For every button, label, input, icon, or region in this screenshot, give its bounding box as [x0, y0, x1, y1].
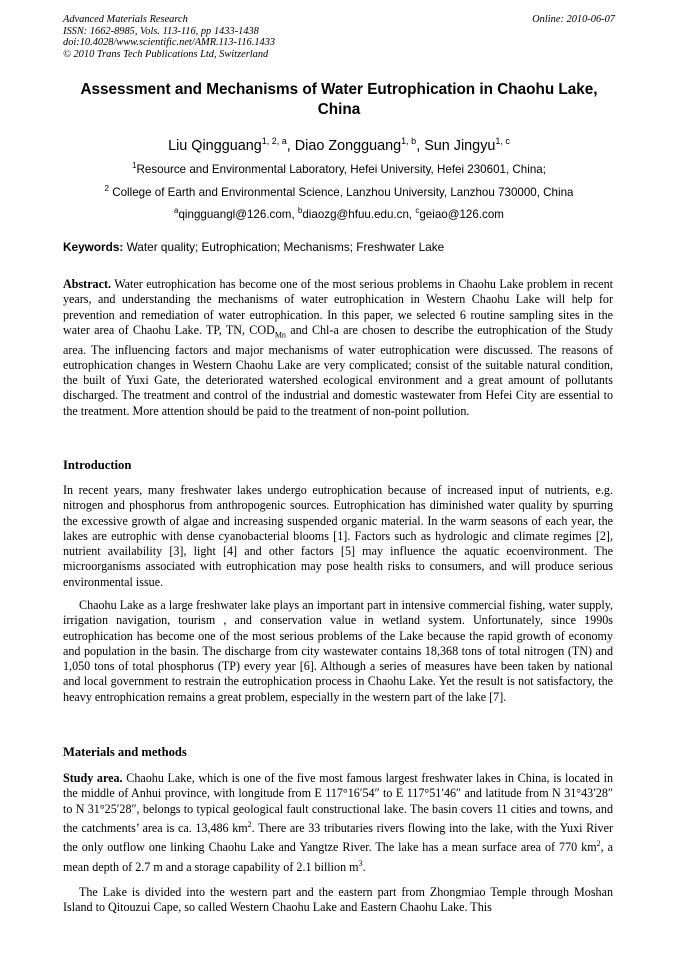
affiliation-1: $^1$Resource and Environmental Laboratory, Hefei University, Hefei 230601, China; — [132, 161, 546, 176]
methods-paragraph-2: The Lake is divided into the western part and the eastern part from Zhongmiao Temple through Moshan Island to Qitouzui Cape, so called Western Chaohu Lake and Eastern Chaohu Lake. This — [63, 885, 613, 915]
intro-paragraph-1: In recent years, many freshwater lakes undergo eutrophication because of increased input of nutrients, e.g. nitrogen and phosphorus from anthropogenic sources. Eutrophication has diminished water quality by spurring the excessive growth of algae and increasing suspended organic material. In the warm seasons of each year, the lakes are eutrophic with dense cyanobacterial blooms [1]. Factors such as hydrologic and climate regimes [2], nutrient availability [3], light [4] and other factors [5] may influence the aquatic ecoenvironment. The microorganisms associated with eutrophication may pose health risks to consumers, and will produce serious environmental issue. — [63, 483, 613, 589]
email-list: $^a$qingguangl@126.com, $^b$diaozg@hfuu.edu.cn, $^c$geiao@126.com — [174, 206, 504, 221]
study-area-text: Chaohu Lake, which is one of the five most famous largest freshwater lakes in China, is located in the middle of Anhui province, with longitude from E 117°16′54″ to E 117°51′46″ and latitude from N 31°43′28″ to N 31°25′28″, belongs to typical geological fault constructional lake. The basin covers 11 cities and towns, and the catchments’ area is ca. 13,486 $km^2$. There are 33 tributaries rivers flowing into the lake, with the Yuxi River the only outflow one linking Chaohu Lake and Yangtze River. The lake has a mean surface area of 770 $km^2$, a mean depth of 2.7 m and a storage capability of 2.1 billion $m^3$. — [63, 771, 614, 874]
abstract-text: Water eutrophication has become one of the most serious problems in Chaohu Lake problem in recent years, and understanding the mechanisms of water eutrophication in Western Chaohu Lake will help for prevention and remediation of water eutrophication. In this paper, we selected 6 routine sampling sites in the water area of Chaohu Lake. TP, TN, $COD_{Mn}$ and Chl-a are chosen to describe the eutrophication of the Study area. The influencing factors and major mechanisms of water eutrophication were discussed. The reasons of eutrophication changes in Western Chaohu Lake are very complicated; consist of the suitable natural condition, the built of Yuxi Gate, the deteriorated watershed ecological environment and a great amount of pollutants discharged. The treatment and control of the industrial and domestic wastewater from Hefei City are essential to the treatment. More attention should be paid to the treatment of non-point pollution. — [63, 277, 613, 418]
paper-title: Assessment and Mechanisms of Water Eutrophication in Chaohu Lake, China — [80, 81, 598, 118]
author: Liu Qingguang$^{1, 2, a}$, — [168, 136, 295, 154]
study-area-label: Study area. — [63, 771, 123, 785]
author-list — [0, 136, 678, 154]
keywords-label: Keywords: — [63, 240, 124, 254]
keywords-text: Water quality; Eutrophication; Mechanisms; Freshwater Lake — [126, 240, 445, 254]
abstract-label: Abstract. — [63, 277, 112, 291]
author: Sun Jingyu$^{1, c}$ — [424, 136, 510, 154]
journal-header — [63, 14, 615, 60]
keywords — [63, 240, 615, 254]
online-date: Online: 2010-06-07 — [532, 14, 615, 25]
intro-paragraph-2: Chaohu Lake as a large freshwater lake plays an important part in intensive commercial fishing, water supply, irrigation navigation, tourism , and conservation value in wetland system. Unfortunately, since 1990s eutrophication has become one of the most serious problems of the Lake because the rapid growth of economy and population in the basin. The discharge from city wastewater contains 18,368 tons of total nitrogen (TN) and 1,050 tons of total phosphorus (TP) every year [6]. Although a series of measures have been taken by national and local government to restrain the eutrophication process in Chaohu Lake. Yet the result is not satisfactory, the heavy entrophication remains a great problem, especially in the western part of the lake [7]. — [63, 598, 613, 704]
section-heading-methods: Materials and methods — [63, 745, 187, 759]
journal-name: Advanced Materials Research — [63, 14, 188, 25]
study-area-paragraph — [63, 771, 613, 875]
issn-line: ISSN: 1662-8985, Vols. 113-116, pp 1433-1438 — [63, 25, 259, 37]
affiliation-2: $^2$ College of Earth and Environmental Science, Lanzhou University, Lanzhou 730000, China — [104, 184, 574, 199]
section-heading-introduction: Introduction — [63, 458, 132, 472]
author: Diao Zongguang$^{1, b}$, — [294, 136, 425, 154]
copyright-line: © 2010 Trans Tech Publications Ltd, Switzerland — [63, 48, 269, 60]
doi-line: doi:10.4028/www.scientific.net/AMR.113-116.1433 — [63, 37, 276, 49]
abstract — [63, 277, 613, 419]
